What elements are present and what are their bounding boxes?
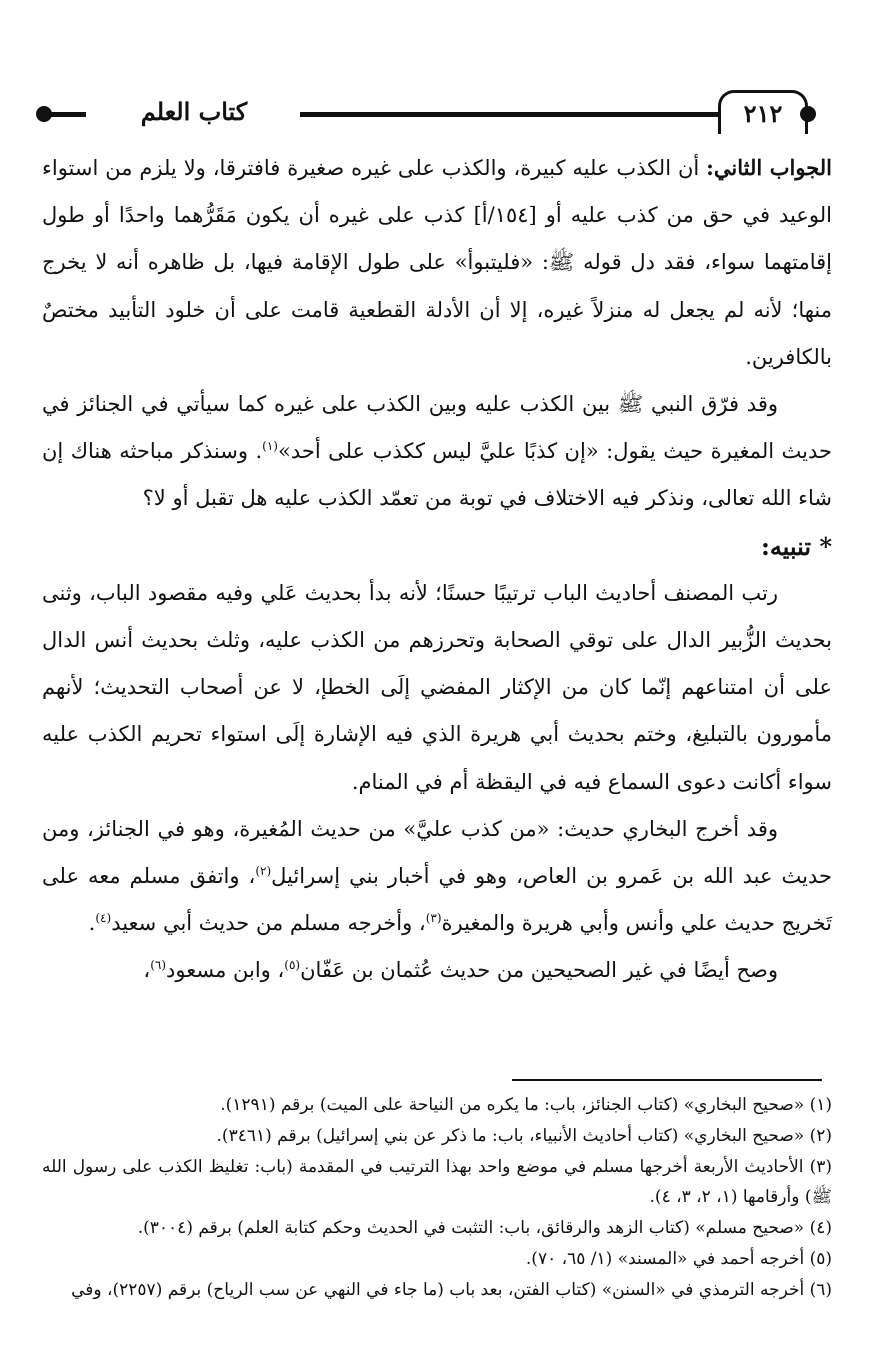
paragraph-text: ، وأخرجه مسلم من حديث أبي سعيد [111, 911, 426, 936]
footnote: (٢) «صحيح البخاري» (كتاب أحاديث الأنبياء، باب: ما ذكر عن بني إسرائيل) برقم (٣٤٦١). [216, 1125, 832, 1146]
paragraph-text: ، [143, 958, 151, 983]
paragraph-text: . [88, 911, 96, 936]
section-heading: * تنبيه: [760, 531, 832, 561]
paragraph [42, 947, 832, 994]
footnote-ref[interactable]: (٢) [255, 864, 272, 879]
footnote-ref[interactable]: (٥) [284, 958, 301, 973]
footnote: (٤) «صحيح مسلم» (كتاب الزهد والرقائق، باب: التثبت في الحديث وحكم كتابة العلم) برقم (٣٠٠٤). [137, 1218, 832, 1239]
footnote: (١) «صحيح البخاري» (كتاب الجنائز، باب: ما يكره من النياحة على الميت) برقم (١٢٩١). [220, 1095, 832, 1115]
footnote-ref[interactable]: (٦) [150, 958, 167, 973]
paragraph-text: وقد فرّق النبي ﷺ بين الكذب عليه وبين الكذب على غيره كما سيأتي في الجنائز في حديث المغيرة حيث يقول: «إن كذبًا عليَّ ليس ككذب على أحد» [42, 392, 832, 464]
paragraph-text: وصح أيضًا في غير الصحيحين من حديث عُثمان بن عَفّان [300, 958, 778, 983]
paragraph-text: رتب المصنف أحاديث الباب ترتيبًا حسنًا؛ لأنه بدأ بحديث عَلي وفيه مقصود الباب، وثنى بحديث الزُّبير الدال على توقي الصحابة وتحرزهم من الكذب عليه، وثلث بحديث أنس الدال على أن امتناعهم إنّما كان من الإكثار المفضي إلَى الخطإ، لا عن أصحاب التحديث؛ لأنهم مأمورون بالتبليغ، وختم بحديث أبي هريرة الذي فيه الإشارة إلَى استواء تحريم الكذب عليه سواء أكانت دعوى السماع فيه في اليقظة أم في المنام. [42, 580, 832, 794]
paragraph [42, 144, 832, 381]
paragraph [42, 381, 832, 523]
page-header [28, 90, 846, 136]
main-text [42, 144, 832, 995]
header-rule [300, 112, 752, 117]
footnote-ref[interactable]: (٣) [425, 911, 442, 926]
paragraph-text: وقد أخرج البخاري حديث: «من كذب عليَّ» من حديث المُغيرة، وهو في الجنائز، ومن حديث عبد الله بن عَمرو بن العاص، وهو في أخبار بني إسرائيل [42, 816, 832, 889]
paragraph-text: ، وابن مسعود [166, 958, 285, 983]
footnotes [42, 1090, 832, 1306]
footnote-divider [512, 1079, 822, 1081]
footnote: (٦) أخرجه الترمذي في «السنن» (كتاب الفتن، بعد باب (ما جاء في النهي عن سب الرياح) برقم (٢٢٥٧)، وفي [71, 1279, 832, 1300]
page-number: ٢١٢ [718, 90, 808, 134]
paragraph-text: أن الكذب عليه كبيرة، والكذب على غيره صغيرة فافترقا، ولا يلزم من استواء الوعيد في حق من كذب عليه أو [١٥٤/أ] كذب على غيره أن يكون مَقَرُّهما واحدًا أو طول إقامتهما سواء، فقد دل قوله ﷺ: «فليتبوأ» على طول الإقامة فيها، بل ظاهره أنه لا يخرج منها؛ لأنه لم يجعل له منزلاً غيره، إلا أن الأدلة القطعية قامت على أن خلود التأبيد مختصٌ بالكافرين. [42, 156, 832, 369]
running-title: كتاب العلم [140, 97, 248, 126]
header-rule [46, 112, 86, 117]
footnote: (٣) الأحاديث الأربعة أخرجها مسلم في موضع واحد بهذا الترتيب في المقدمة (باب: تغليظ الكذب على رسول الله ﷺ) وأرقامها (١، ٢، ٣، ٤). [42, 1156, 832, 1208]
footnote: (٥) أخرجه أحمد في «المسند» (١/ ٦٥، ٧٠). [525, 1248, 832, 1269]
footnote-ref[interactable]: (١) [262, 439, 278, 454]
paragraph-text: ، واتفق مسلم معه على تَخريج حديث علي وأنس وأبي هريرة والمغيرة [42, 864, 832, 936]
header-ornament-dot [800, 106, 816, 122]
paragraph [42, 570, 832, 806]
footnote-ref[interactable]: (٤) [95, 911, 112, 926]
paragraph-lead: الجواب الثاني: [706, 155, 833, 180]
paragraph-text: . وسنذكر مباحثه هناك إن شاء الله تعالى، ونذكر فيه الاختلاف في توبة من تعمّد الكذب عليه هل تقبل أو لا؟ [42, 439, 832, 511]
paragraph [42, 806, 832, 948]
